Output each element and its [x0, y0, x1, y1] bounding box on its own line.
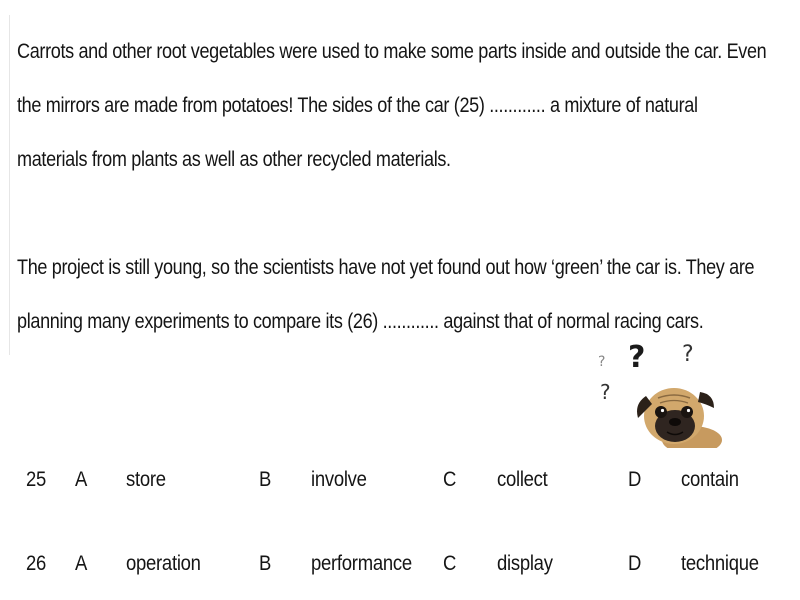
option-word-c[interactable]: display	[497, 552, 553, 575]
option-letter-d[interactable]: D	[628, 552, 642, 575]
option-letter-c[interactable]: C	[443, 552, 457, 575]
option-letter-b[interactable]: B	[259, 552, 272, 575]
option-letter-a[interactable]: A	[75, 552, 88, 575]
passage-line-4: The project is still young, so the scientists have not yet found out how ‘green’ the car is. They are	[17, 256, 755, 279]
reading-passage	[17, 32, 792, 356]
paragraph-gap	[17, 194, 792, 248]
option-letter-d[interactable]: D	[628, 468, 642, 491]
passage-line-2: the mirrors are made from potatoes! The sides of the car (25) ............ a mixture of natural	[17, 94, 698, 117]
option-word-b[interactable]: involve	[311, 468, 367, 491]
question-mark-right: ?	[682, 342, 694, 367]
question-mark-small: ?	[598, 354, 606, 370]
question-number: 25	[26, 468, 47, 491]
question-row-25	[0, 460, 800, 500]
option-letter-a[interactable]: A	[75, 468, 88, 491]
question-mark-big: ?	[628, 340, 646, 375]
passage-line-3: materials from plants as well as other recycled materials.	[17, 148, 451, 171]
option-word-a[interactable]: operation	[126, 552, 201, 575]
question-mark-left: ?	[600, 380, 611, 404]
passage-line-1: Carrots and other root vegetables were used to make some parts inside and outside the car. Even	[17, 40, 767, 63]
option-word-d[interactable]: technique	[681, 552, 759, 575]
passage-line-5: planning many experiments to compare its (26) ............ against that of normal racing cars.	[17, 310, 704, 333]
question-number: 26	[26, 552, 47, 575]
thinking-pug-illustration	[590, 340, 725, 450]
option-letter-b[interactable]: B	[259, 468, 272, 491]
question-row-26	[0, 544, 800, 584]
option-word-b[interactable]: performance	[311, 552, 412, 575]
pug-dog-icon	[630, 374, 722, 448]
option-word-d[interactable]: contain	[681, 468, 739, 491]
option-word-a[interactable]: store	[126, 468, 166, 491]
option-letter-c[interactable]: C	[443, 468, 457, 491]
option-word-c[interactable]: collect	[497, 468, 548, 491]
left-rule	[9, 15, 10, 355]
